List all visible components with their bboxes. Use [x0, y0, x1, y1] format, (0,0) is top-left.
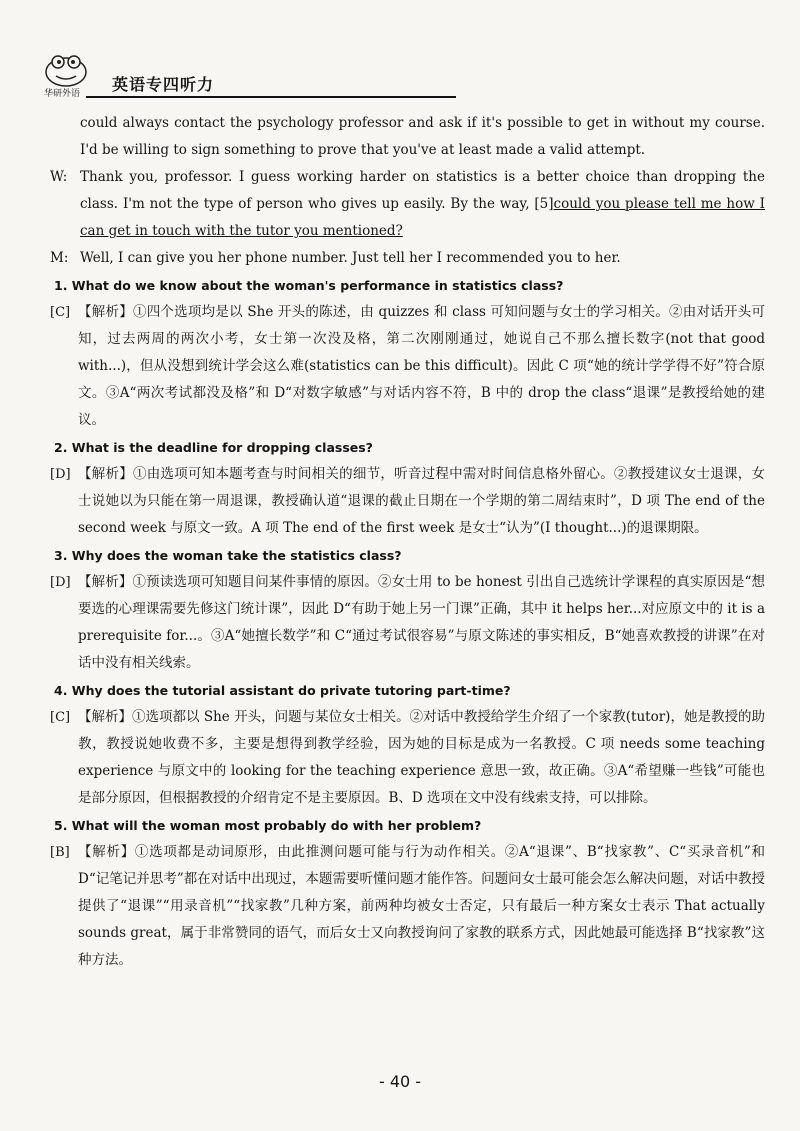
logo-text: 华研外语 [44, 89, 81, 99]
speaker-label: M: [50, 250, 69, 266]
answer-explanation [50, 569, 765, 677]
explanation-text: 【解析】①预读选项可知题目问某件事情的原因。②女士用 to be honest 引出自己选统计学课程的真实原因是“想要选的心理课需要先修这门统计课”，因此 D“有助于她上另一门课”正确，其中 it helps her...对应原文中的 it is a prerequisite for...。③A“她擅长数学”和 C“通过考试很容易”与原文陈述的事实相反，B“她喜欢教授的讲课”在对话中没有相关线索。 [78, 574, 765, 671]
publisher-logo [38, 50, 98, 100]
question-text: 5. What will the woman most probably do with her problem? [54, 818, 482, 833]
dialogue-text: Thank you, professor. I guess working harder on statistics is a better choice than dropping the class. I'm not the type of person who gives up easily. By the way, [5] [80, 169, 765, 212]
dialogue-line [50, 245, 765, 272]
answer-letter: [C] [50, 710, 71, 725]
page-number: - 40 - [378, 1072, 422, 1091]
frog-mascot-icon [38, 50, 98, 90]
book-title: 英语专四听力 [112, 75, 215, 94]
page-content [50, 110, 765, 974]
question-text: 1. What do we know about the woman's performance in statistics class? [54, 278, 564, 293]
question-text: 3. Why does the woman take the statistics class? [54, 548, 402, 563]
dialogue-line [50, 164, 765, 245]
question-block [50, 812, 765, 974]
dialogue-line: could always contact the psychology professor and ask if it's possible to get in without my course. I'd be willing to sign something to prove that you've at least made a valid attempt. [80, 115, 765, 158]
explanation-text: 【解析】①选项都以 She 开头，问题与某位女士相关。②对话中教授给学生介绍了一个家教(tutor)，她是教授的助教，教授说她收费不多，主要是想得到教学经验，因为她的目标是成为一名教授。C 项 needs some teaching experience 与原文中的 looking for the teaching experience 意思一致，故正确。③A“希望赚一些钱”可能也是部分原因，但根据教授的介绍肯定不是主要原因。B、D 选项在文中没有线索支持，可以排除。 [78, 709, 765, 806]
underlined-answer-text: could you please tell me how I can get in touch with the tutor you mentioned? [80, 196, 765, 239]
explanation-text: 【解析】①选项都是动词原形，由此推测问题可能与行为动作相关。②A“退课”、B“找家教”、C“买录音机”和 D“记笔记并思考”都在对话中出现过，本题需要听懂问题才能作答。问题问女士最可能会怎么解决问题，对话中教授提供了“退课”“用录音机”“找家教”几种方案，前两种均被女士否定，只有最后一种方案女士表示 That actually sounds great，属于非常赞同的语气，而后女士又向教授询问了家教的联系方式，因此她最可能选择 B“找家教”这种方法。 [78, 844, 765, 968]
page-header [38, 50, 418, 100]
dialogue-text: Well, I can give you her phone number. Just tell her I recommended you to her. [80, 250, 621, 266]
explanation-text: 【解析】①由选项可知本题考查与时间相关的细节，听音过程中需对时间信息格外留心。②教授建议女士退课，女士说她以为只能在第一周退课，教授确认道“退课的截止日期在一个学期的第二周结束时”，D 项 The end of the second week 与原文一致。A 项 The end of the first week 是女士“认为”(I thought...)的退课期限。 [78, 466, 765, 536]
answer-explanation [50, 461, 765, 542]
answer-letter: [C] [50, 305, 71, 320]
question-block [50, 434, 765, 542]
explanation-text: 【解析】①四个选项均是以 She 开头的陈述，由 quizzes 和 class 可知问题与女士的学习相关。②由对话开头可知，过去两周的两次小考，女士第一次没及格，第二次刚刚通过，她说自己不那么擅长数字(not that good with...)，但从没想到统计学会这么难(statistics can be this difficult)。因此 C 项“她的统计学学得不好”符合原文。③A“两次考试都没及格”和 D“对数字敏感”与对话内容不符，B 中的 drop the class“退课”是教授给她的建议。 [78, 304, 765, 428]
header-divider [86, 96, 456, 98]
question-block [50, 542, 765, 677]
question-block [50, 272, 765, 434]
answer-explanation [50, 704, 765, 812]
answer-letter: [D] [50, 467, 71, 482]
answer-explanation [50, 299, 765, 434]
question-text: 2. What is the deadline for dropping classes? [54, 440, 373, 455]
question-text: 4. Why does the tutorial assistant do private tutoring part-time? [54, 683, 511, 698]
answer-letter: [B] [50, 845, 70, 860]
question-block [50, 677, 765, 812]
answer-explanation [50, 839, 765, 974]
answer-letter: [D] [50, 575, 71, 590]
speaker-label: W: [50, 169, 68, 185]
